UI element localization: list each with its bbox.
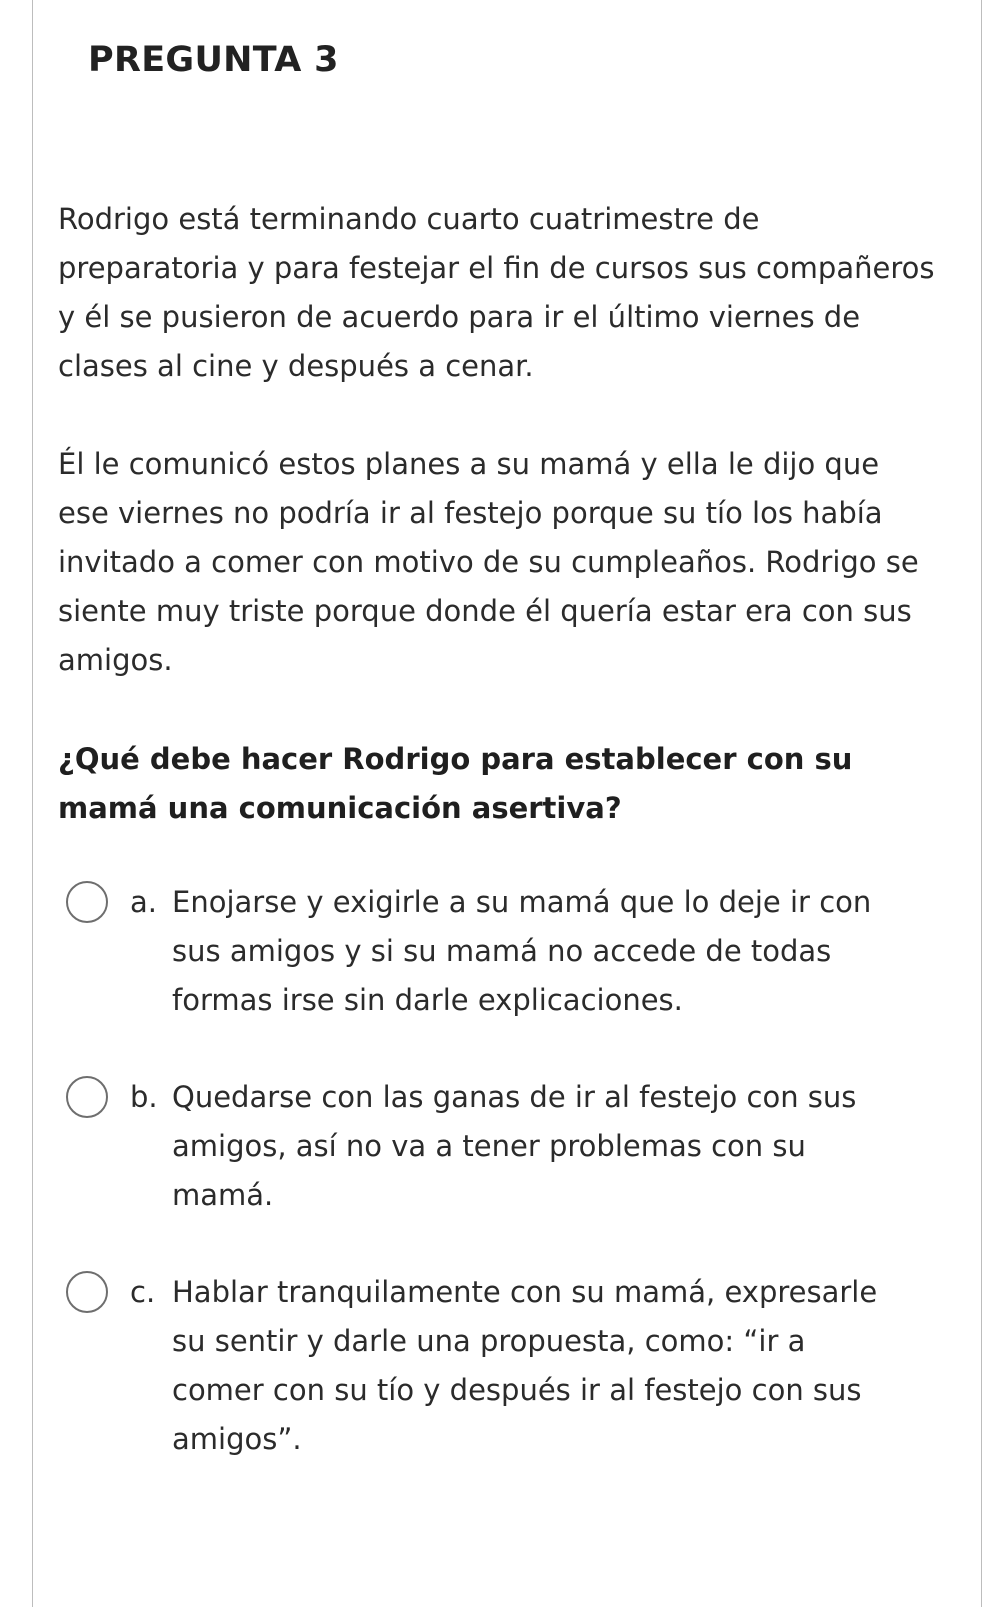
radio-button-c[interactable] xyxy=(66,1271,108,1313)
radio-button-b[interactable] xyxy=(66,1076,108,1118)
option-letter-b: b. xyxy=(130,1080,158,1114)
option-letter-c: c. xyxy=(130,1275,156,1309)
option-text-c: Hablar tranquilamente con su mamá, expresarle su sentir y darle una propuesta, como: “ir a comer con su tío y después ir al festejo con sus amigos”. xyxy=(172,1275,878,1456)
option-text-b: Quedarse con las ganas de ir al festejo con sus amigos, así no va a tener problemas con su mamá. xyxy=(172,1080,857,1212)
question-prompt: ¿Qué debe hacer Rodrigo para establecer con su mamá una comunicación asertiva? xyxy=(58,742,853,825)
question-paragraph-2: Él le comunicó estos planes a su mamá y ella le dijo que ese viernes no podría ir al festejo porque su tío los había invitado a comer con motivo de su cumpleaños. Rodrigo se siente muy triste porque donde él quería estar era con sus amigos. xyxy=(58,447,919,677)
option-letter-a: a. xyxy=(130,885,157,919)
question-paragraph-1: Rodrigo está terminando cuarto cuatrimestre de preparatoria y para festejar el fin de cursos sus compañeros y él se pusieron de acuerdo para ir el último viernes de clases al cine y después a cenar. xyxy=(58,202,935,383)
option-text-a: Enojarse y exigirle a su mamá que lo deje ir con sus amigos y si su mamá no accede de todas formas irse sin darle explicaciones. xyxy=(172,885,872,1017)
radio-button-a[interactable] xyxy=(66,881,108,923)
question-title: PREGUNTA 3 xyxy=(88,40,339,80)
